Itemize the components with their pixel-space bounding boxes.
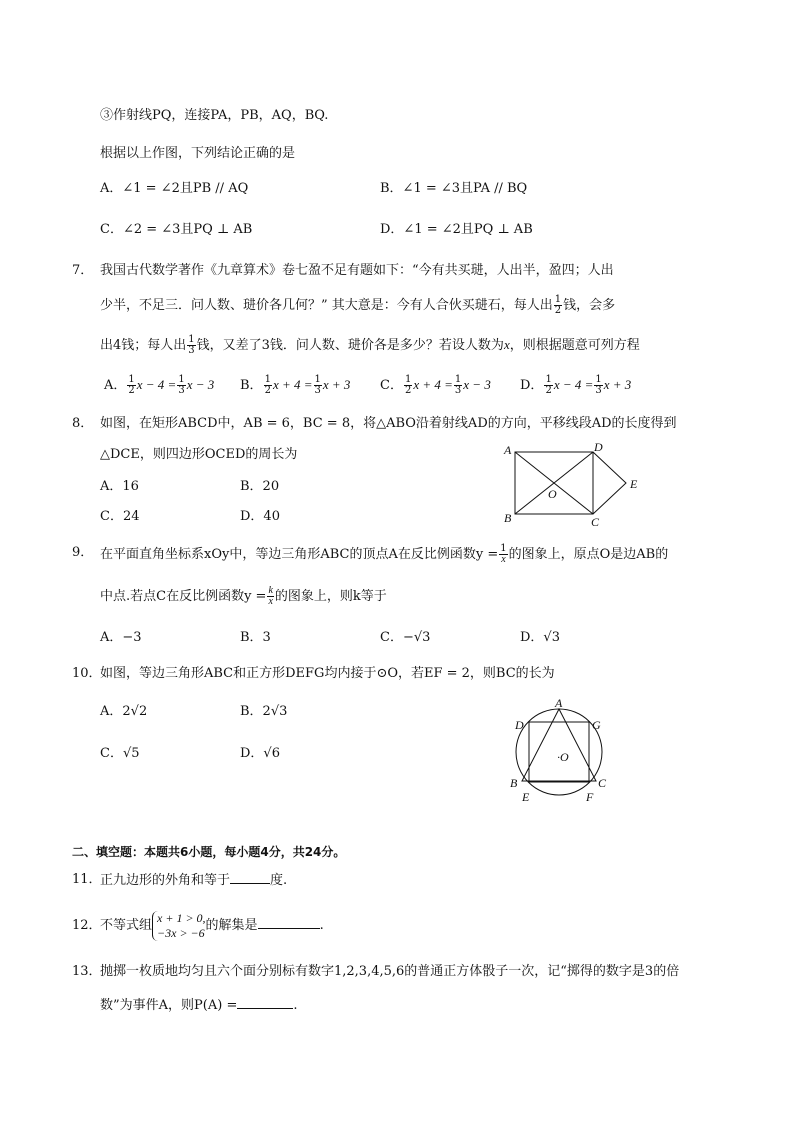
q12-number: 12． <box>72 918 102 933</box>
inequality-system: x + 1 > 0, −3x > −6 <box>152 911 206 941</box>
q6-prompt: 根据以上作图，下列结论正确的是 <box>100 146 296 161</box>
q7-option-a: A． $\frac{1}{2}$ x − 4 = $\frac{1}{3}$ x − 3 <box>104 374 215 396</box>
q13-line2: 数”为事件A，则P(A) = . <box>100 998 298 1013</box>
fig8-label-d: D <box>594 440 603 454</box>
q10-option-c: C．√5 <box>100 746 140 761</box>
q10-number: 10． <box>72 666 102 681</box>
q7-line3: 出4钱；每人出 $\frac{1}{3}$ 钱，又差了3钱．问人数、琎价各是多少？若设人数为x，则根据题意可列方程 <box>100 334 640 356</box>
q8-option-d: D．40 <box>240 509 280 524</box>
q6-option-a: A．∠1 = ∠2且PB // AQ <box>100 181 249 196</box>
fig10-label-f: F <box>586 790 594 804</box>
fig10-label-b: B <box>510 776 518 790</box>
q9-line2: 中点.若点C在反比例函数y = $\frac{k}{x}$ 的图象上，则k等于 <box>100 585 387 607</box>
q12-answer-blank[interactable] <box>258 916 320 929</box>
q9-option-d: D．√3 <box>520 630 560 645</box>
fraction-half: $\frac{1}{2}$ <box>554 294 562 316</box>
q6-step3: ③作射线PQ，连接PA，PB，AQ，BQ. <box>100 108 329 123</box>
q7-option-d: D． $\frac{1}{2}$ x − 4 = $\frac{1}{3}$ x + 3 <box>520 374 632 396</box>
fraction-1-over-x: $\frac{1}{x}$ <box>500 543 507 565</box>
fig10-label-a: A <box>555 696 563 710</box>
q10-option-d: D．√6 <box>240 746 280 761</box>
q9-number: 9． <box>72 545 94 560</box>
q7-line2: 少半，不足三．问人数、琎价各几何？” 其大意是：今有人合伙买琎石，每人出 $\frac{1}{2}$ 钱，会多 <box>100 294 616 316</box>
fig10-label-g: G <box>592 718 601 732</box>
q10-option-a: A．2√2 <box>100 704 148 719</box>
fig8-label-c: C <box>591 515 600 529</box>
q8-figure-rectangle <box>500 440 650 530</box>
q13-answer-blank[interactable] <box>237 996 293 1009</box>
q7-line1: 我国古代数学著作《九章算术》卷七盈不足有题如下：“今有共买琎，人出半，盈四；人出 <box>100 263 614 278</box>
q8-line1: 如图，在矩形ABCD中，AB = 6，BC = 8，将△ABO沿着射线AD的方向，平移线段AD的长度得到 <box>100 416 677 431</box>
q9-option-b: B．3 <box>240 630 271 645</box>
fig8-label-o: O <box>548 487 557 501</box>
q8-number: 8． <box>72 416 94 431</box>
q7-option-c: C． $\frac{1}{2}$ x + 4 = $\frac{1}{3}$ x − 3 <box>380 374 491 396</box>
q8-line2: △DCE，则四边形OCED的周长为 <box>100 447 298 462</box>
q13-number: 13． <box>72 964 102 979</box>
fig8-label-e: E <box>630 477 638 491</box>
q12-text: 不等式组 x + 1 > 0, −3x > −6 的解集是 . <box>100 910 324 940</box>
fraction-third: $\frac{1}{3}$ <box>188 334 195 356</box>
q9-option-c: C．−√3 <box>380 630 431 645</box>
fig10-label-c: C <box>598 776 607 790</box>
q11-number: 11． <box>72 872 102 887</box>
fig10-label-o: ·O <box>557 750 569 764</box>
fig8-label-a: A <box>504 443 512 457</box>
fig10-label-e: E <box>522 790 530 804</box>
q8-option-c: C．24 <box>100 509 140 524</box>
q6-option-c: C．∠2 = ∠3且PQ ⊥ AB <box>100 222 253 237</box>
q7-number: 7． <box>72 263 94 278</box>
q7-option-b: B． $\frac{1}{2}$ x + 4 = $\frac{1}{3}$ x + 3 <box>240 374 351 396</box>
triangle-dce-edges <box>593 452 626 514</box>
q11-text: 正九边形的外角和等于 度. <box>100 873 288 888</box>
q10-option-b: B．2√3 <box>240 704 288 719</box>
q10-figure-circle <box>505 695 615 807</box>
fraction-k-over-x: $\frac{k}{x}$ <box>268 585 273 607</box>
fig8-label-b: B <box>504 511 512 525</box>
q11-answer-blank[interactable] <box>230 871 270 884</box>
triangle-abc <box>522 709 596 781</box>
q8-option-b: B．20 <box>240 479 280 494</box>
fig10-label-d: D <box>515 718 524 732</box>
q9-option-a: A．−3 <box>100 630 142 645</box>
section-2-header: 二、填空题：本题共6小题，每小题4分，共24分。 <box>72 845 346 859</box>
q13-line1: 抛掷一枚质地均匀且六个面分别标有数字1,2,3,4,5,6的普通正方体骰子一次，记“掷得的数字是3的倍 <box>100 964 680 979</box>
q6-option-d: D．∠1 = ∠2且PQ ⊥ AB <box>380 222 533 237</box>
q8-option-a: A．16 <box>100 479 139 494</box>
q6-option-b: B．∠1 = ∠3且PA // BQ <box>380 181 528 196</box>
q9-line1: 在平面直角坐标系xOy中，等边三角形ABC的顶点A在反比例函数y = $\frac{1}{x}$ 的图象上，原点O是边AB的 <box>100 543 669 565</box>
q10-line1: 如图，等边三角形ABC和正方形DEFG均内接于⊙O，若EF = 2，则BC的长为 <box>100 666 555 681</box>
